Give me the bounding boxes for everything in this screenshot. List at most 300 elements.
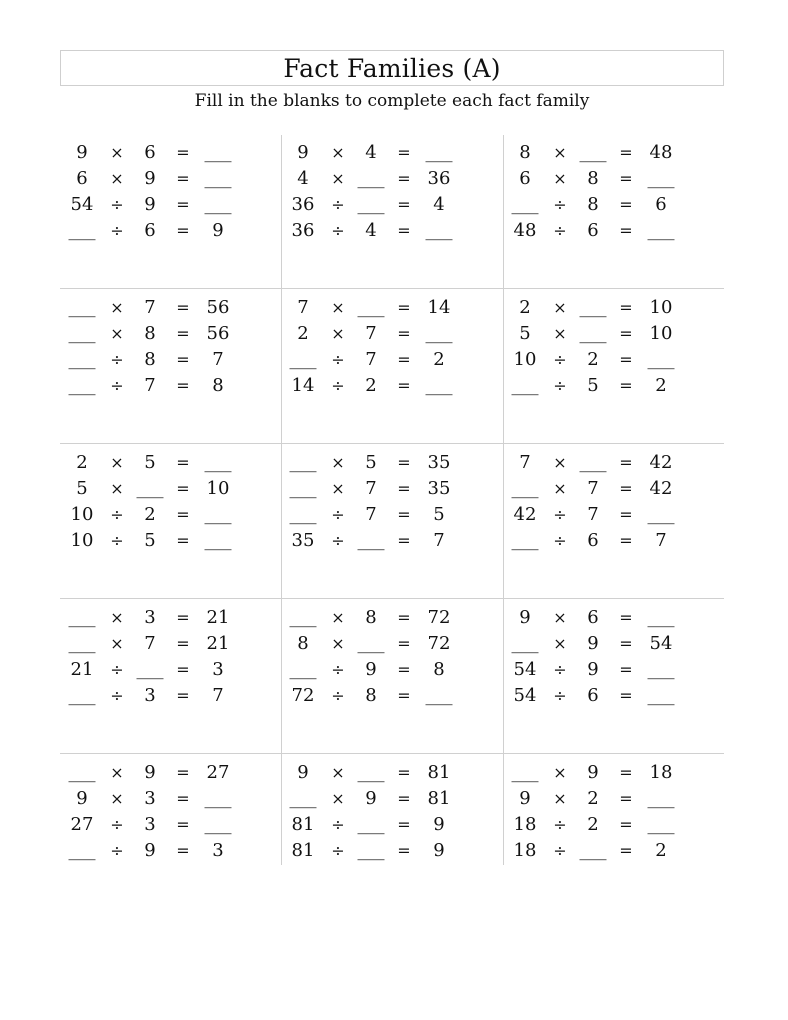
operand-b: 5 (587, 375, 599, 396)
answer-blank[interactable]: ___ (357, 168, 385, 189)
result: 72 (427, 633, 451, 654)
answer-blank[interactable]: ___ (289, 504, 317, 525)
title-box (60, 50, 724, 86)
operator: × (553, 479, 567, 498)
answer-blank[interactable]: ___ (357, 530, 385, 551)
equation-row (283, 321, 463, 347)
answer-blank[interactable]: ___ (289, 349, 317, 370)
answer-blank[interactable]: ___ (204, 530, 232, 551)
operator: ÷ (110, 841, 124, 860)
fact-family (60, 605, 281, 709)
operand-a: 18 (513, 814, 537, 835)
result: 4 (433, 194, 445, 215)
operator: × (331, 298, 345, 317)
operand-b: 9 (144, 168, 156, 189)
equation-row (62, 760, 242, 786)
operator: × (331, 143, 345, 162)
operand-a: 10 (70, 530, 94, 551)
operator: ÷ (553, 195, 567, 214)
operator: ÷ (110, 686, 124, 705)
equals-sign: = (176, 660, 190, 679)
result: 56 (206, 323, 230, 344)
equation-row (505, 760, 685, 786)
answer-blank[interactable]: ___ (357, 814, 385, 835)
equation-row (62, 812, 242, 838)
answer-blank[interactable]: ___ (511, 633, 539, 654)
fact-family (503, 140, 724, 244)
operand-b: 7 (587, 504, 599, 525)
result: 35 (427, 452, 451, 473)
operator: ÷ (110, 376, 124, 395)
answer-blank[interactable]: ___ (68, 323, 96, 344)
fact-family (503, 605, 724, 709)
equals-sign: = (619, 221, 633, 240)
answer-blank[interactable]: ___ (289, 478, 317, 499)
equals-sign: = (397, 143, 411, 162)
equation-row (62, 502, 242, 528)
operand-a: 7 (297, 297, 309, 318)
answer-blank[interactable]: ___ (511, 530, 539, 551)
fact-family (281, 140, 502, 244)
result: 10 (649, 297, 673, 318)
answer-blank[interactable]: ___ (289, 452, 317, 473)
result: 72 (427, 607, 451, 628)
equals-sign: = (619, 350, 633, 369)
equation-row (505, 631, 685, 657)
row-divider (60, 443, 724, 444)
equation-row (62, 450, 242, 476)
operand-b: 2 (365, 375, 377, 396)
equation-row (62, 476, 242, 502)
equation-row (505, 373, 685, 399)
equals-sign: = (176, 479, 190, 498)
operand-b: 9 (365, 659, 377, 680)
equals-sign: = (397, 298, 411, 317)
equals-sign: = (397, 324, 411, 343)
equals-sign: = (176, 453, 190, 472)
equation-row (62, 321, 242, 347)
equation-row (505, 502, 685, 528)
operator: × (553, 324, 567, 343)
fact-family (503, 450, 724, 554)
answer-blank[interactable]: ___ (647, 685, 675, 706)
result: 48 (649, 142, 673, 163)
result: 35 (427, 478, 451, 499)
operator: × (110, 763, 124, 782)
operator: × (553, 789, 567, 808)
equals-sign: = (619, 169, 633, 188)
operand-a: 8 (519, 142, 531, 163)
equation-row (505, 166, 685, 192)
equals-sign: = (176, 324, 190, 343)
operator: × (331, 169, 345, 188)
answer-blank[interactable]: ___ (511, 194, 539, 215)
operand-a: 36 (291, 220, 315, 241)
answer-blank[interactable]: ___ (289, 788, 317, 809)
equals-sign: = (397, 350, 411, 369)
operator: ÷ (553, 686, 567, 705)
equation-row (505, 321, 685, 347)
equals-sign: = (176, 195, 190, 214)
result: 18 (649, 762, 673, 783)
result: 10 (206, 478, 230, 499)
fact-family-grid (60, 135, 724, 865)
answer-blank[interactable]: ___ (289, 659, 317, 680)
operator: ÷ (110, 350, 124, 369)
operand-b: 8 (587, 194, 599, 215)
operand-a: 54 (513, 685, 537, 706)
equals-sign: = (619, 660, 633, 679)
operator: × (110, 169, 124, 188)
answer-blank[interactable]: ___ (579, 840, 607, 861)
result: 7 (433, 530, 445, 551)
operator: ÷ (331, 376, 345, 395)
operand-a: 81 (291, 814, 315, 835)
equation-row (283, 812, 463, 838)
operand-b: 2 (587, 349, 599, 370)
equals-sign: = (619, 453, 633, 472)
equals-sign: = (619, 376, 633, 395)
operator: ÷ (110, 815, 124, 834)
answer-blank[interactable]: ___ (357, 633, 385, 654)
answer-blank[interactable]: ___ (579, 142, 607, 163)
operator: × (331, 324, 345, 343)
equation-row (505, 450, 685, 476)
equation-row (62, 786, 242, 812)
equals-sign: = (619, 143, 633, 162)
operand-b: 5 (144, 452, 156, 473)
operand-b: 7 (144, 375, 156, 396)
equals-sign: = (619, 298, 633, 317)
operator: × (331, 763, 345, 782)
answer-blank[interactable]: ___ (425, 375, 453, 396)
operand-a: 9 (519, 788, 531, 809)
operand-a: 9 (297, 142, 309, 163)
result: 2 (655, 375, 667, 396)
result: 10 (649, 323, 673, 344)
result: 3 (212, 840, 224, 861)
operand-b: 7 (365, 349, 377, 370)
answer-blank[interactable]: ___ (579, 297, 607, 318)
answer-blank[interactable]: ___ (647, 607, 675, 628)
operand-b: 7 (144, 297, 156, 318)
operand-a: 7 (519, 452, 531, 473)
answer-blank[interactable]: ___ (204, 814, 232, 835)
answer-blank[interactable]: ___ (357, 194, 385, 215)
operator: ÷ (331, 660, 345, 679)
equals-sign: = (397, 815, 411, 834)
operand-b: 6 (587, 530, 599, 551)
operator: × (110, 634, 124, 653)
equation-row (283, 657, 463, 683)
fact-family (503, 760, 724, 864)
answer-blank[interactable]: ___ (647, 349, 675, 370)
equals-sign: = (619, 789, 633, 808)
equals-sign: = (176, 789, 190, 808)
answer-blank[interactable]: ___ (647, 788, 675, 809)
answer-blank[interactable]: ___ (579, 323, 607, 344)
operand-a: 2 (519, 297, 531, 318)
operator: × (110, 453, 124, 472)
row-divider (60, 598, 724, 599)
operand-a: 27 (70, 814, 94, 835)
equals-sign: = (176, 169, 190, 188)
operand-a: 14 (291, 375, 315, 396)
answer-blank[interactable]: ___ (68, 840, 96, 861)
operator: ÷ (553, 841, 567, 860)
equals-sign: = (176, 350, 190, 369)
operand-b: 5 (365, 452, 377, 473)
result: 8 (212, 375, 224, 396)
answer-blank[interactable]: ___ (511, 375, 539, 396)
operand-b: 9 (587, 633, 599, 654)
equation-row (62, 295, 242, 321)
operator: × (553, 143, 567, 162)
result: 8 (433, 659, 445, 680)
operator: × (110, 298, 124, 317)
result: 3 (212, 659, 224, 680)
equals-sign: = (619, 195, 633, 214)
operand-a: 21 (70, 659, 94, 680)
result: 7 (212, 349, 224, 370)
equals-sign: = (176, 531, 190, 550)
operand-b: 6 (144, 220, 156, 241)
equation-row (283, 605, 463, 631)
result: 21 (206, 633, 230, 654)
operand-a: 2 (76, 452, 88, 473)
operator: ÷ (553, 531, 567, 550)
operator: ÷ (553, 376, 567, 395)
operator: × (553, 298, 567, 317)
operand-b: 3 (144, 788, 156, 809)
answer-blank[interactable]: ___ (204, 788, 232, 809)
operator: ÷ (553, 505, 567, 524)
equals-sign: = (619, 608, 633, 627)
equation-row (505, 476, 685, 502)
operand-b: 7 (365, 504, 377, 525)
operator: × (331, 479, 345, 498)
operand-b: 9 (587, 659, 599, 680)
operator: ÷ (110, 505, 124, 524)
equals-sign: = (397, 660, 411, 679)
answer-blank[interactable]: ___ (357, 840, 385, 861)
operator: × (553, 608, 567, 627)
equals-sign: = (619, 479, 633, 498)
result: 7 (212, 685, 224, 706)
equals-sign: = (176, 634, 190, 653)
fact-family (60, 760, 281, 864)
equals-sign: = (176, 815, 190, 834)
operand-a: 9 (519, 607, 531, 628)
equation-row (62, 218, 242, 244)
answer-blank[interactable]: ___ (204, 504, 232, 525)
answer-blank[interactable]: ___ (68, 633, 96, 654)
fact-family (60, 450, 281, 554)
operator: ÷ (331, 350, 345, 369)
equals-sign: = (397, 763, 411, 782)
answer-blank[interactable]: ___ (68, 685, 96, 706)
answer-blank[interactable]: ___ (204, 452, 232, 473)
equation-row (505, 683, 685, 709)
operator: × (331, 789, 345, 808)
operand-b: 7 (365, 323, 377, 344)
equation-row (505, 605, 685, 631)
equation-row (283, 683, 463, 709)
operand-a: 36 (291, 194, 315, 215)
equation-row (505, 218, 685, 244)
operator: ÷ (110, 660, 124, 679)
equals-sign: = (397, 376, 411, 395)
answer-blank[interactable]: ___ (289, 607, 317, 628)
equation-row (62, 631, 242, 657)
equation-row (505, 347, 685, 373)
answer-blank[interactable]: ___ (647, 659, 675, 680)
equation-row (505, 657, 685, 683)
operand-b: 9 (365, 788, 377, 809)
operand-b: 7 (365, 478, 377, 499)
equation-row (505, 786, 685, 812)
equals-sign: = (619, 505, 633, 524)
answer-blank[interactable]: ___ (204, 142, 232, 163)
equation-row (62, 192, 242, 218)
equation-row (62, 166, 242, 192)
equals-sign: = (397, 789, 411, 808)
operand-b: 8 (587, 168, 599, 189)
answer-blank[interactable]: ___ (68, 349, 96, 370)
answer-blank[interactable]: ___ (204, 168, 232, 189)
equation-row (62, 528, 242, 554)
answer-blank[interactable]: ___ (136, 659, 164, 680)
row-divider (60, 288, 724, 289)
equation-row (283, 476, 463, 502)
result: 81 (427, 788, 451, 809)
operator: × (553, 169, 567, 188)
fact-family (281, 760, 502, 864)
answer-blank[interactable]: ___ (647, 220, 675, 241)
answer-blank[interactable]: ___ (511, 478, 539, 499)
result: 81 (427, 762, 451, 783)
equation-row (62, 347, 242, 373)
answer-blank[interactable]: ___ (68, 607, 96, 628)
operand-b: 4 (365, 220, 377, 241)
answer-blank[interactable]: ___ (425, 685, 453, 706)
operator: × (331, 453, 345, 472)
equals-sign: = (619, 763, 633, 782)
operand-b: 8 (365, 607, 377, 628)
operator: × (553, 763, 567, 782)
equation-row (283, 631, 463, 657)
equation-row (505, 192, 685, 218)
operator: × (553, 634, 567, 653)
operator: ÷ (331, 221, 345, 240)
equals-sign: = (619, 815, 633, 834)
equals-sign: = (397, 195, 411, 214)
operator: ÷ (110, 221, 124, 240)
answer-blank[interactable]: ___ (647, 504, 675, 525)
fact-family (60, 140, 281, 244)
result: 27 (206, 762, 230, 783)
answer-blank[interactable]: ___ (647, 814, 675, 835)
equation-row (505, 140, 685, 166)
operator: ÷ (553, 660, 567, 679)
operator: ÷ (110, 531, 124, 550)
operator: ÷ (110, 195, 124, 214)
equals-sign: = (176, 376, 190, 395)
operand-a: 48 (513, 220, 537, 241)
result: 9 (433, 814, 445, 835)
answer-blank[interactable]: ___ (204, 194, 232, 215)
answer-blank[interactable]: ___ (68, 220, 96, 241)
operator: ÷ (331, 505, 345, 524)
answer-blank[interactable]: ___ (68, 762, 96, 783)
equals-sign: = (176, 763, 190, 782)
answer-blank[interactable]: ___ (425, 220, 453, 241)
answer-blank[interactable]: ___ (647, 168, 675, 189)
answer-blank[interactable]: ___ (357, 297, 385, 318)
answer-blank[interactable]: ___ (425, 142, 453, 163)
operator: ÷ (331, 815, 345, 834)
answer-blank[interactable]: ___ (68, 375, 96, 396)
equals-sign: = (397, 453, 411, 472)
equation-row (505, 295, 685, 321)
result: 42 (649, 478, 673, 499)
row-divider (60, 753, 724, 754)
equals-sign: = (619, 841, 633, 860)
answer-blank[interactable]: ___ (357, 762, 385, 783)
equals-sign: = (619, 634, 633, 653)
operand-a: 9 (76, 142, 88, 163)
result: 42 (649, 452, 673, 473)
operand-a: 9 (297, 762, 309, 783)
equation-row (283, 218, 463, 244)
equation-row (505, 528, 685, 554)
operand-b: 6 (587, 607, 599, 628)
answer-blank[interactable]: ___ (511, 762, 539, 783)
result: 9 (212, 220, 224, 241)
equals-sign: = (176, 841, 190, 860)
equals-sign: = (397, 686, 411, 705)
fact-family (503, 295, 724, 399)
operand-a: 4 (297, 168, 309, 189)
answer-blank[interactable]: ___ (68, 297, 96, 318)
equation-row (283, 166, 463, 192)
equals-sign: = (397, 634, 411, 653)
equals-sign: = (176, 505, 190, 524)
equals-sign: = (397, 841, 411, 860)
equals-sign: = (397, 169, 411, 188)
equation-row (283, 450, 463, 476)
equation-row (62, 657, 242, 683)
operator: × (553, 453, 567, 472)
result: 14 (427, 297, 451, 318)
result: 2 (655, 840, 667, 861)
operator: ÷ (331, 686, 345, 705)
operand-a: 18 (513, 840, 537, 861)
operand-a: 6 (76, 168, 88, 189)
equals-sign: = (397, 608, 411, 627)
equation-row (283, 140, 463, 166)
answer-blank[interactable]: ___ (579, 452, 607, 473)
operand-b: 9 (144, 762, 156, 783)
answer-blank[interactable]: ___ (425, 323, 453, 344)
equation-row (62, 683, 242, 709)
result: 56 (206, 297, 230, 318)
result: 36 (427, 168, 451, 189)
operand-b: 6 (587, 220, 599, 241)
answer-blank[interactable]: ___ (136, 478, 164, 499)
operand-a: 2 (297, 323, 309, 344)
equals-sign: = (397, 531, 411, 550)
